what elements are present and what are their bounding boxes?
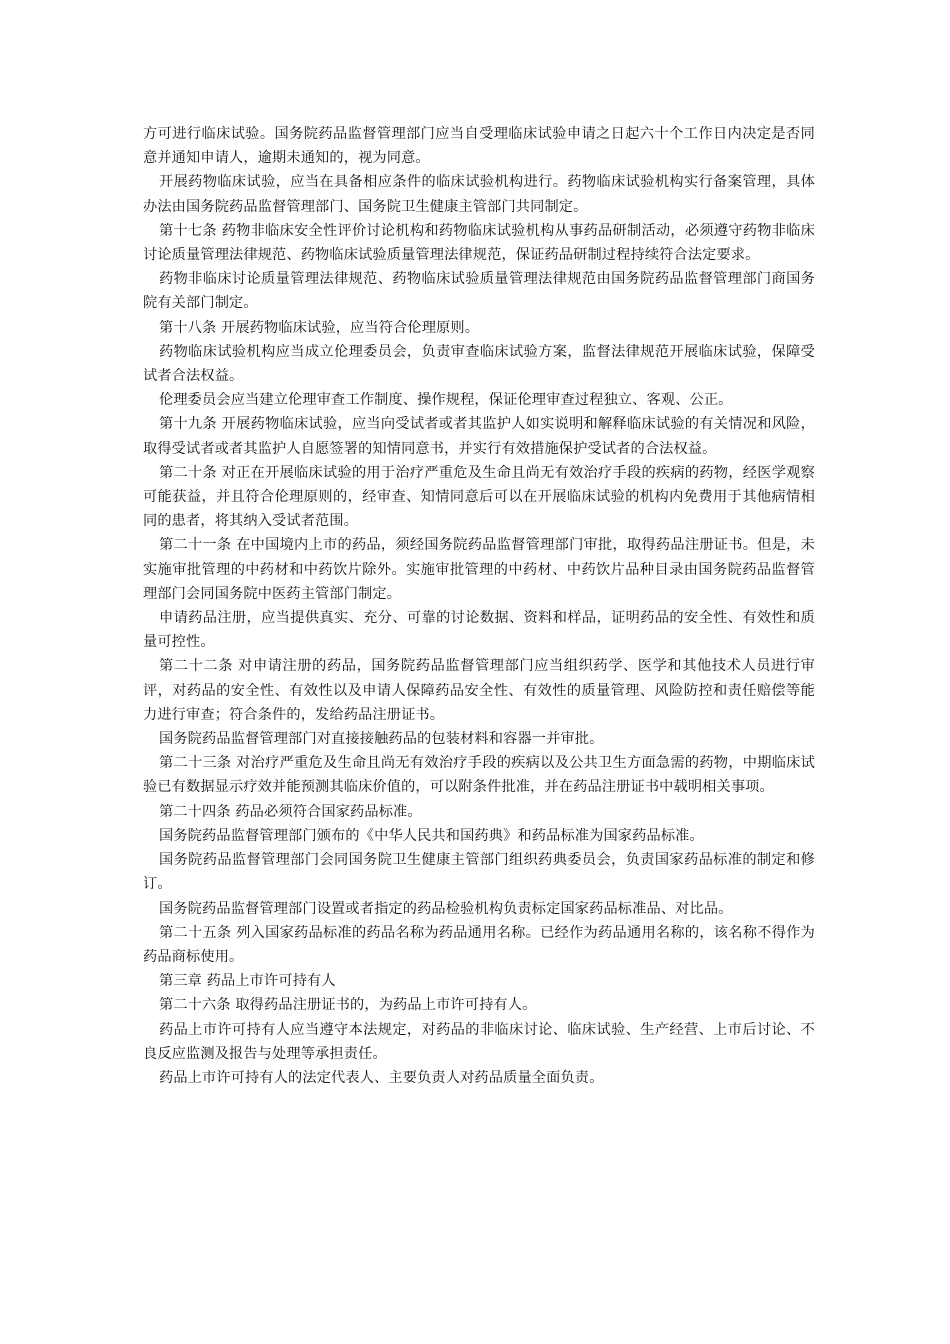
article-19: 第十九条 开展药物临床试验，应当向受试者或者其监护人如实说明和解释临床试验的有关情况和风险，取得受试者或者其监护人自愿签署的知情同意书，并实行有效措施保护受试者的合法权益。	[143, 416, 815, 457]
paragraph: 开展药物临床试验，应当在具备相应条件的临床试验机构进行。药物临床试验机构实行备案管理，具体办法由国务院药品监督管理部门、国务院卫生健康主管部门共同制定。	[143, 174, 815, 215]
article-21: 第二十一条 在中国境内上市的药品，须经国务院药品监督管理部门审批，取得药品注册证书。但是，未实施审批管理的中药材和中药饮片除外。实施审批管理的中药材、中药饮片品种目录由国务院药品监督管理部门会同国务院中医药主管部门制定。	[143, 537, 815, 602]
paragraph: 国务院药品监督管理部门对直接接触药品的包装材料和容器一并审批。	[159, 731, 604, 748]
article-23: 第二十三条 对治疗严重危及生命且尚无有效治疗手段的疾病以及公共卫生方面急需的药物，中期临床试验已有数据显示疗效并能预测其临床价值的，可以附条件批准，并在药品注册证书中载明相关事项。	[143, 755, 815, 796]
paragraph: 国务院药品监督管理部门颁布的《中华人民共和国药典》和药品标准为国家药品标准。	[159, 827, 704, 844]
article-22: 第二十二条 对申请注册的药品，国务院药品监督管理部门应当组织药学、医学和其他技术人员进行审评，对药品的安全性、有效性以及申请人保障药品安全性、有效性的质量管理、风险防控和责任赔偿等能力进行审查；符合条件的，发给药品注册证书。	[143, 658, 815, 723]
article-24: 第二十四条 药品必须符合国家药品标准。	[159, 803, 422, 820]
paragraph: 伦理委员会应当建立伦理审查工作制度、操作规程，保证伦理审查过程独立、客观、公正。	[159, 392, 733, 409]
paragraph: 药物非临床讨论质量管理法律规范、药物临床试验质量管理法律规范由国务院药品监督管理部门商国务院有关部门制定。	[143, 271, 815, 312]
article-26: 第二十六条 取得药品注册证书的，为药品上市许可持有人。	[159, 997, 537, 1014]
paragraph: 国务院药品监督管理部门设置或者指定的药品检验机构负责标定国家药品标准品、对比品。	[159, 900, 733, 917]
paragraph: 申请药品注册，应当提供真实、充分、可靠的讨论数据、资料和样品，证明药品的安全性、有效性和质量可控性。	[143, 610, 815, 651]
paragraph: 药物临床试验机构应当成立伦理委员会，负责审查临床试验方案，监督法律规范开展临床试验，保障受试者合法权益。	[143, 343, 815, 385]
chapter-heading: 第三章 药品上市许可持有人	[159, 973, 336, 990]
article-17: 第十七条 药物非临床安全性评价讨论机构和药物临床试验机构从事药品研制活动，必须遵守药物非临床讨论质量管理法律规范、药物临床试验质量管理法律规范，保证药品研制过程持续符合法定要求。	[143, 222, 815, 264]
document-body	[143, 122, 815, 1090]
paragraph: 国务院药品监督管理部门会同国务院卫生健康主管部门组织药典委员会，负责国家药品标准的制定和修订。	[143, 852, 815, 893]
paragraph: 药品上市许可持有人应当遵守本法规定，对药品的非临床讨论、临床试验、生产经营、上市后讨论、不良反应监测及报告与处理等承担责任。	[143, 1021, 815, 1062]
article-18: 第十八条 开展药物临床试验，应当符合伦理原则。	[159, 319, 480, 336]
paragraph: 药品上市许可持有人的法定代表人、主要负责人对药品质量全面负责。	[159, 1069, 604, 1086]
article-25: 第二十五条 列入国家药品标准的药品名称为药品通用名称。已经作为药品通用名称的，该名称不得作为药品商标使用。	[143, 924, 815, 965]
article-20: 第二十条 对正在开展临床试验的用于治疗严重危及生命且尚无有效治疗手段的疾病的药物，经医学观察可能获益，并且符合伦理原则的，经审查、知情同意后可以在开展临床试验的机构内免费用于其他病情相同的患者，将其纳入受试者范围。	[143, 464, 815, 530]
paragraph-continued: 方可进行临床试验。国务院药品监督管理部门应当自受理临床试验申请之日起六十个工作日内决定是否同意并通知申请人，逾期未通知的，视为同意。	[143, 126, 815, 167]
